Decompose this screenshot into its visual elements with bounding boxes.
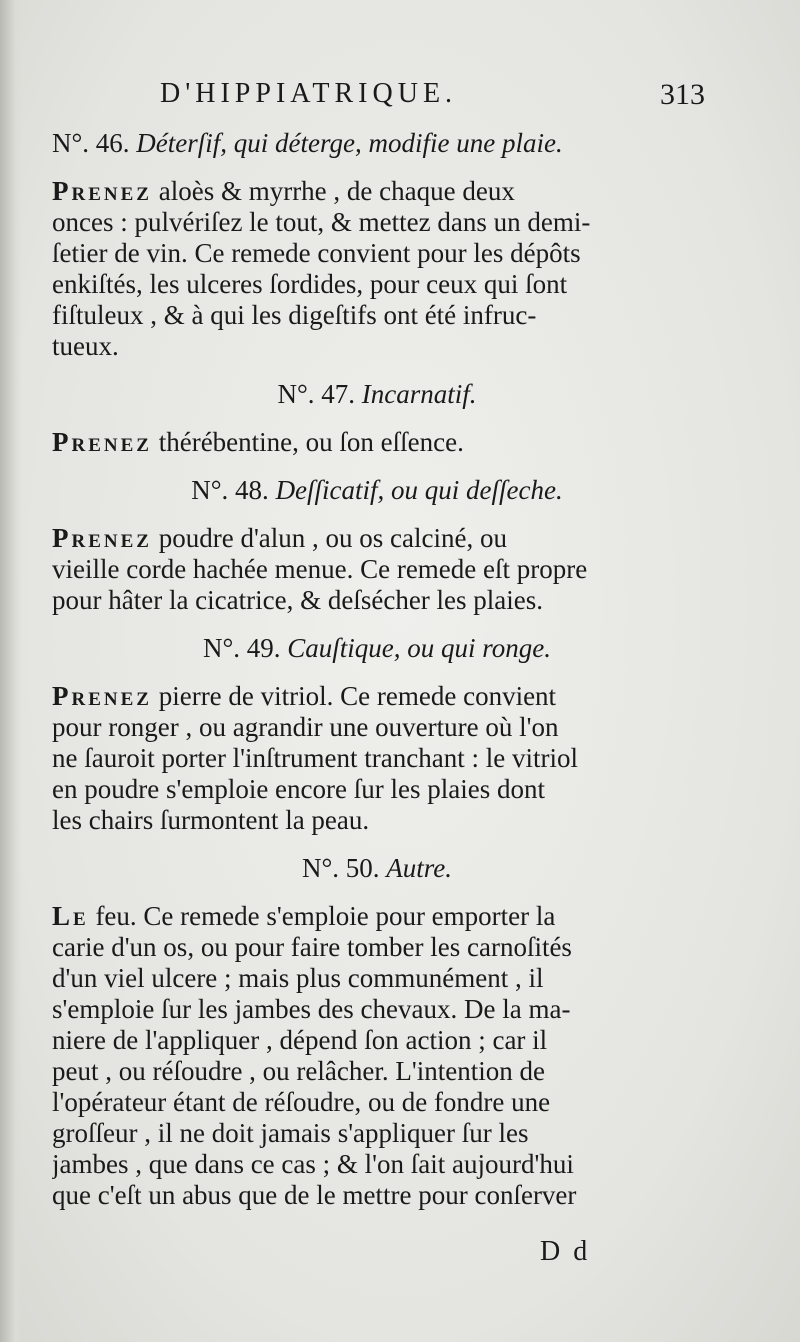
paragraph-line: onces : pulvériſez le tout, & mettez dans un demi-: [52, 207, 591, 237]
paragraph-line: niere de l'appliquer , dépend ſon action ; car il: [52, 1025, 548, 1055]
recipe-title: Déterſif, qui déterge, modifie une plaie.: [136, 128, 563, 158]
page-body: [52, 128, 702, 1211]
paragraph-line: Prenez thérébentine, ou ſon eſſence.: [52, 427, 464, 457]
lead-word: Le: [52, 901, 89, 931]
recipe-number: N°. 50.: [301, 853, 380, 883]
paragraph-line: en poudre s'emploie encore ſur les plaies dont: [52, 774, 545, 804]
paragraph-line: peut , ou réſoudre , ou relâcher. L'intention de: [52, 1056, 545, 1086]
recipe-heading: [52, 633, 702, 664]
paragraph-line: l'opérateur étant de réſoudre, ou de fondre une: [52, 1087, 551, 1117]
recipe-number: N°. 46.: [52, 128, 130, 158]
paragraph-line: Prenez pierre de vitriol. Ce remede convient: [52, 681, 557, 711]
signature-mark: D d: [540, 1236, 591, 1267]
running-head: D'HIPPIATRIQUE.: [160, 78, 458, 109]
recipe-title: Incarnatif.: [361, 379, 477, 409]
recipe-number: N°. 48.: [191, 475, 269, 505]
page-gutter-shadow: [0, 0, 22, 1342]
recipe-number: N°. 47.: [277, 379, 356, 409]
paragraph-line: vieille corde hachée menue. Ce remede eſt propre: [52, 554, 588, 584]
paragraph-line: ſetier de vin. Ce remede convient pour les dépôts: [52, 238, 581, 268]
paragraph-line: Le feu. Ce remede s'emploie pour emporter la: [52, 901, 556, 931]
page-number: 313: [660, 78, 705, 111]
paragraph-line: pour ronger , ou agrandir une ouverture où l'on: [52, 712, 559, 742]
paragraph-line: d'un viel ulcere ; mais plus communément , il: [52, 963, 544, 993]
recipe-number: N°. 49.: [202, 633, 281, 663]
lead-word: Prenez: [52, 176, 152, 206]
paragraph-line: groſſeur , il ne doit jamais s'appliquer ſur les: [52, 1118, 529, 1148]
paragraph-line: fiſtuleux , & à qui les digeſtifs ont été infruc-: [52, 300, 537, 330]
paragraph-line: jambes , que dans ce cas ; & l'on ſait aujourd'hui: [52, 1149, 574, 1179]
recipe-title: Cauſtique, ou qui ronge.: [287, 633, 552, 663]
recipe-heading: [52, 475, 702, 506]
recipe-title: Autre.: [386, 853, 453, 883]
paragraph-line: enkiſtés, les ulceres ſordides, pour ceux qui ſont: [52, 269, 568, 299]
lead-word: Prenez: [52, 427, 152, 457]
recipe-heading: [52, 128, 702, 159]
paragraph-line: s'emploie ſur les jambes des chevaux. De la ma-: [52, 994, 571, 1024]
recipe-heading: [52, 853, 702, 884]
paragraph-line: ne ſauroit porter l'inſtrument tranchant : le vitriol: [52, 743, 578, 773]
lead-word: Prenez: [52, 523, 152, 553]
paragraph-line: Prenez poudre d'alun , ou os calciné, ou: [52, 523, 507, 553]
page-header: [0, 78, 800, 118]
paragraph-line: les chairs ſurmontent la peau.: [52, 805, 370, 835]
paragraph-line: carie d'un os, ou pour faire tomber les carnoſités: [52, 932, 572, 962]
paragraph-line: que c'eſt un abus que de le mettre pour conſerver: [52, 1180, 577, 1210]
lead-word: Prenez: [52, 681, 152, 711]
paragraph-line: Prenez aloès & myrrhe , de chaque deux: [52, 176, 515, 206]
paragraph-line: tueux.: [52, 331, 119, 361]
paragraph-line: pour hâter la cicatrice, & deſsécher les plaies.: [52, 585, 544, 615]
recipe-heading: [52, 379, 702, 410]
recipe-title: Deſſicatif, ou qui deſſeche.: [275, 475, 563, 505]
